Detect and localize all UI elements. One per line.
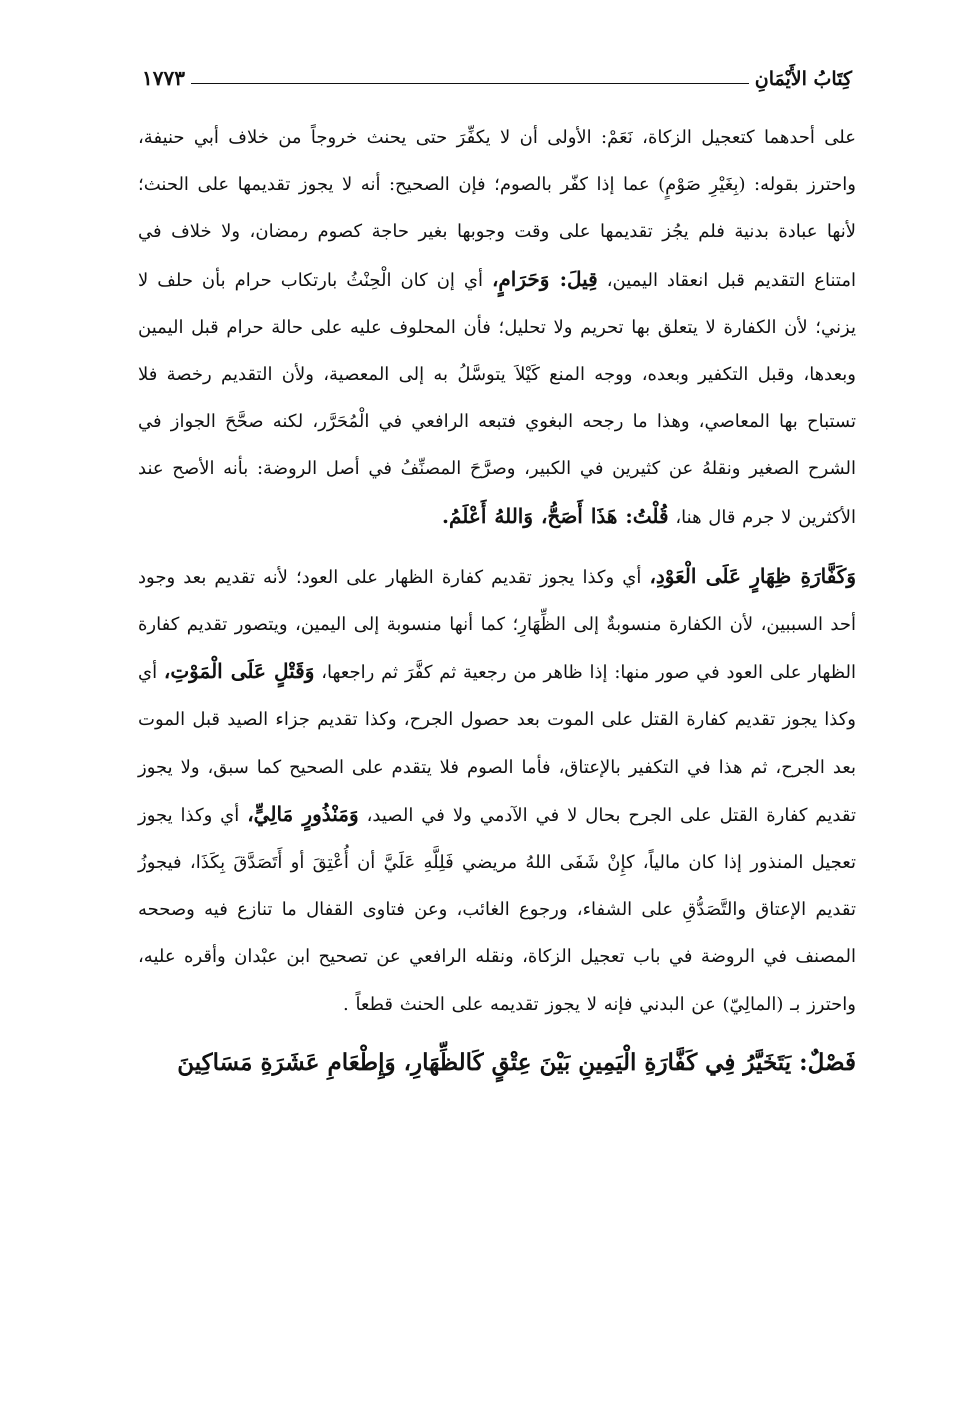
matn-quote: وَقَتْلٍ عَلَى الْمَوْتِ، bbox=[163, 659, 315, 684]
running-title: كِتَابُ الأَيْمَانِ bbox=[754, 68, 852, 90]
header-rule bbox=[191, 83, 749, 84]
matn-quote: وَكَفَّارَةِ ظِهَارٍ عَلَى الْعَوْدِ، bbox=[649, 563, 856, 588]
paragraph-text: أي وكذا يجوز تعجيل المنذور إذا كان مالياً، كإِنْ شَفَى اللهُ مريضي فَلِلَّهِ عَلَيَّ أن أُعْتِقَ أو أَتَصَدَّقَ بِكَذَا، فيجوزُ تقديم الإعتاق والتَّصَدُّقِ على الشفاء، ورجوع الغائب، وعن فتاوى القفال ما تنازع فيه وصححه المصنف في الروضة في باب تعجيل الزكاة، ونقله الرافعي عن تصحيح ابن عبْدان وأقره عليه، واحترز بـ (المالِيّ) عن البدني فإنه لا يجوز تقديمه على الحنث قطعاً . bbox=[138, 804, 856, 1015]
page-body bbox=[138, 114, 856, 1088]
section-heading: فَصْلٌ: يَتَخَيَّرُ فِي كَفَّارَةِ الْيَمِينِ بَيْنَ عِتْقٍ كَالظِّهَارِ، وَإِطْعَامِ عَشَرَةِ مَسَاكِينَ bbox=[177, 1048, 856, 1076]
paragraph-text: أي إن كان الْحِنْثُ بارتكاب حرام بأن حلف لا يزني؛ لأن الكفارة لا يتعلق بها تحريم ولا تحليل؛ فأن المحلوف عليه على حالة حرام قبل اليمين وبعدها، وقبل التكفير وبعده، ووجه المنع كَيْلاَ يتوسَّلُ به إلى المعصية، ولأن التقديم رخصة فلا تستباح بها المعاصي، وهذا ما رجحه البغوي فتبعه الرافعي في الْمُحَرَّر، لكنه صحَّحَ الجواز في الشرح الصغير ونقلهُ عن كثيرين في الكبير، وصرَّحَ المصنِّفُ في أصل الروضة: بأنه الأصح عند الأكثرين لا جرم قال هنا، bbox=[138, 269, 856, 528]
matn-quote: قُلْتُ: هَذَا أَصَحُّ، وَاللهُ أَعْلَمُ. bbox=[442, 503, 669, 528]
paragraph-text: أي وكذا يجوز تقديم كفارة القتل على الموت بعد حصول الجرح، وكذا تقديم جزاء الصيد قبل الموت بعد الجرح، ثم هذا في التكفير بالإعتاق، فأما الصوم فلا يتقدم على الصحيح كما سبق، ولا يجوز تقديم كفارة القتل على الجرح بحال لا في الآدمي ولا في الصيد، bbox=[138, 662, 856, 826]
page-number: ١٧٧٣ bbox=[142, 66, 185, 90]
matn-quote: قِيلَ: وَحَرَامٍ، bbox=[491, 266, 598, 291]
paragraph-1 bbox=[138, 114, 856, 541]
matn-quote: وَمَنْذُورٍ مَالِيٍّ، bbox=[247, 801, 359, 826]
page-header bbox=[142, 58, 852, 94]
paragraph-text: أي وكذا يجوز تقديم كفارة الظهار على العود؛ لأنه تقديم بعد وجود أحد السببين، لأن الكفارة منسوبةٌ إلى الظِّهَارِ؛ كما أنها منسوبة إلى اليمين، ويتصور تقديم كفارة الظهار على العود في صور منها: إذا ظاهر من رجعية ثم كفَّرَ ثم راجعها، bbox=[138, 566, 856, 684]
paragraph-2 bbox=[138, 553, 856, 1028]
paragraph-text: على أحدهما كتعجيل الزكاة، نَعَمْ: الأولى أن لا يكفِّرَ حتى يحنث خروجاً من خلاف أبي حنيفة، واحترز بقوله: (بِغَيْرِ صَوْمٍ) عما إذا كفّر بالصوم؛ فإن الصحيح: أنه لا يجوز تقديمها على الحنث؛ لأنها عبادة بدنية فلم يجُز تقديمها على وقت وجوبها بغير حاجة كصوم رمضان، ولا خلاف في امتناع التقديم قبل انعقاد اليمين، bbox=[138, 127, 856, 291]
